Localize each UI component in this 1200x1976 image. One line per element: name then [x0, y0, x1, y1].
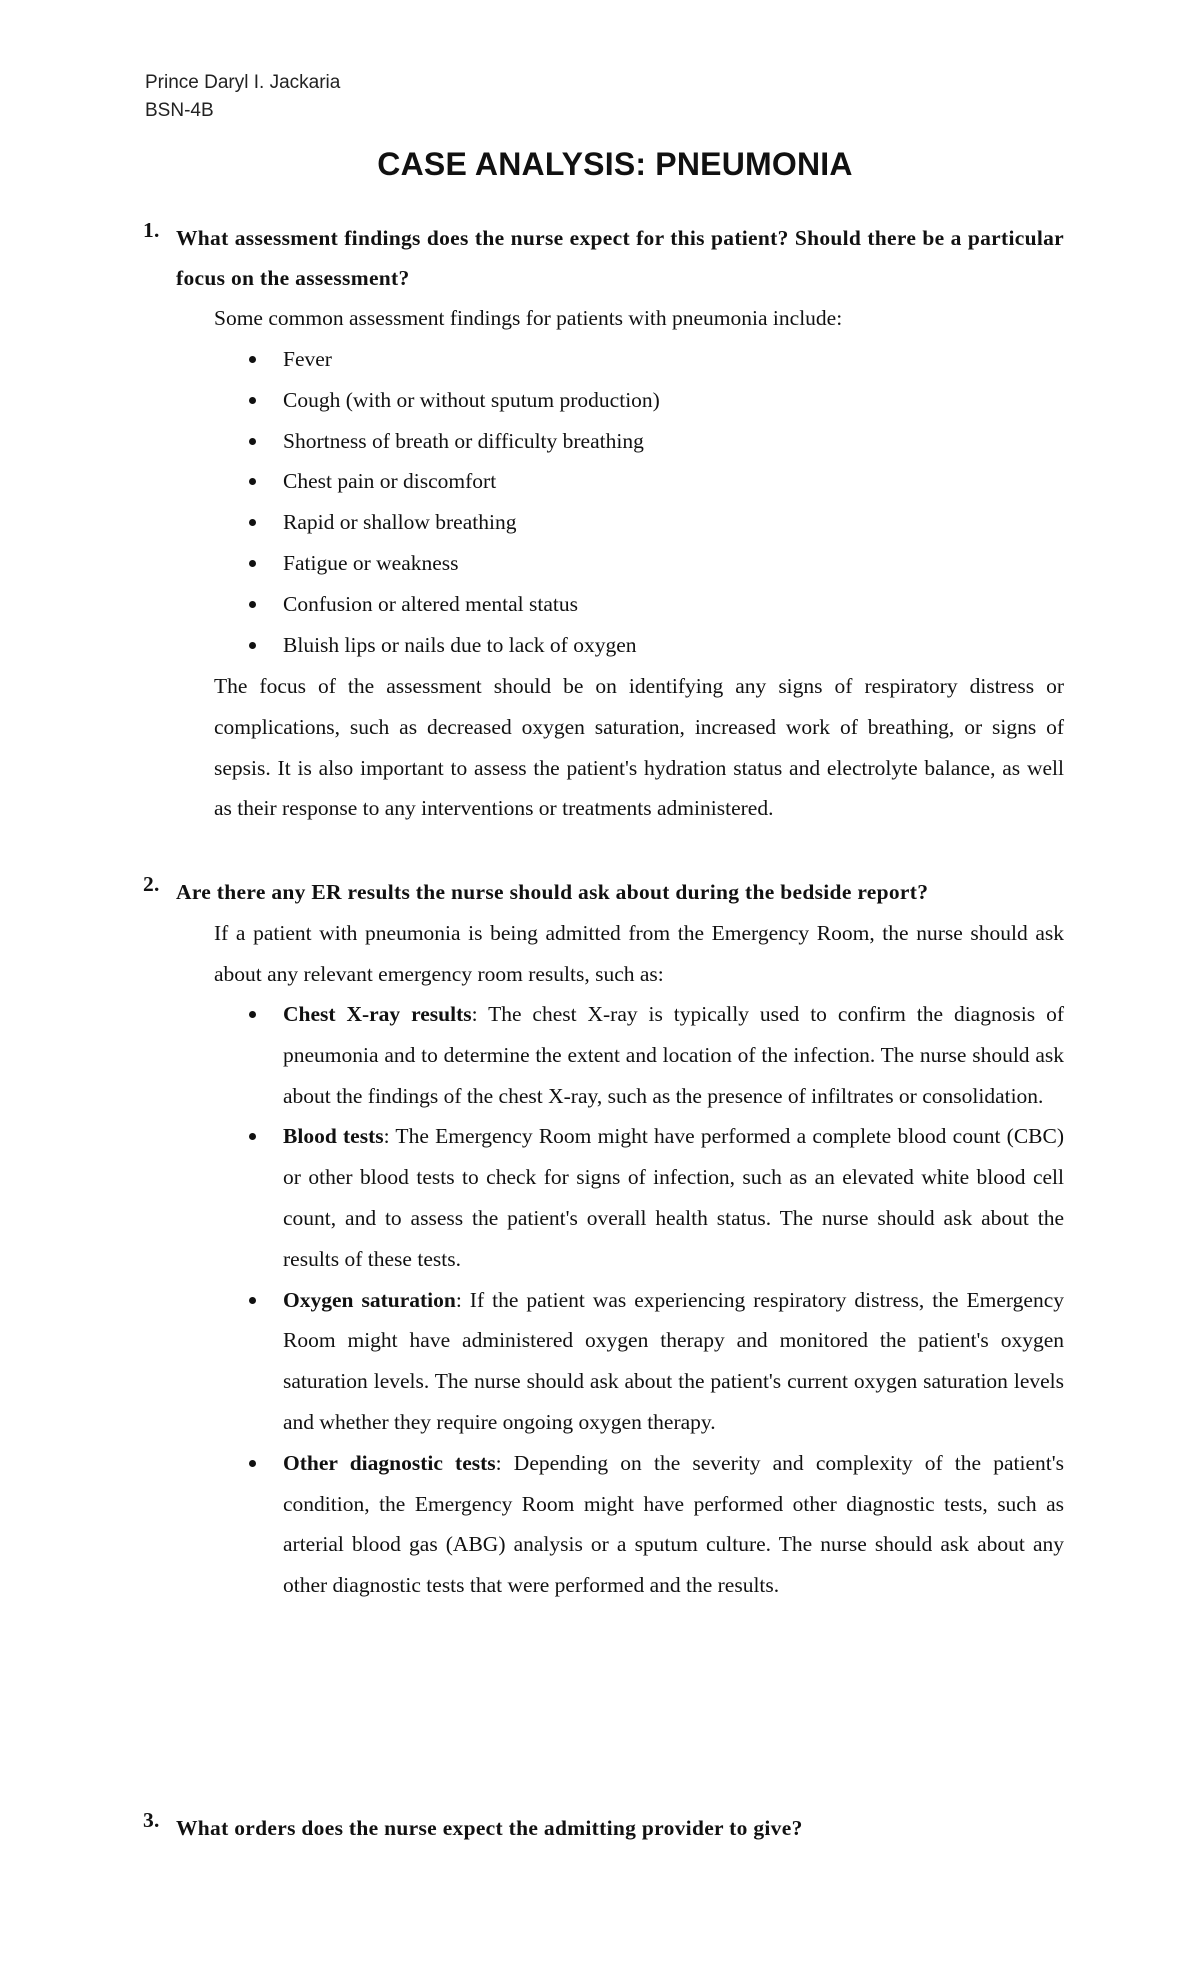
question-1-intro: Some common assessment findings for patients with pneumonia include:: [214, 306, 843, 330]
question-text: What orders does the nurse expect the admitting provider to give?: [176, 1816, 803, 1840]
question-2: [143, 872, 1064, 912]
question-text: What assessment findings does the nurse expect for this patient? Should there be a particular focus on the assessment?: [176, 226, 1064, 290]
list-item: Confusion or altered mental status: [214, 584, 660, 625]
class-section: BSN-4B: [145, 100, 214, 121]
question-text: Are there any ER results the nurse should ask about during the bedside report?: [176, 880, 929, 904]
bullet-icon: [249, 356, 256, 363]
bullet-icon: [249, 478, 256, 485]
bullet-icon: [249, 601, 256, 608]
er-results-list: [214, 994, 1064, 1606]
question-number: 2.: [143, 872, 160, 896]
author-name: Prince Daryl I. Jackaria: [145, 72, 341, 93]
question-number: 1.: [143, 218, 160, 242]
list-item: Fever: [214, 339, 660, 380]
bullet-icon: [249, 438, 256, 445]
bullet-icon: [249, 519, 256, 526]
question-1: [143, 218, 1064, 298]
question-1-conclusion: The focus of the assessment should be on identifying any signs of respiratory distress or complications, such as decreased oxygen saturation, increased work of breathing, or signs of sepsis. It is also important to assess the patient's hydration status and electrolyte balance, as well as their response to any interventions or treatments administered.: [214, 674, 1064, 821]
bullet-icon: [249, 1133, 256, 1140]
bullet-icon: [249, 1297, 256, 1304]
bullet-icon: [249, 1011, 256, 1018]
list-item: Oxygen saturation: If the patient was experiencing respiratory distress, the Emergency Room might have administered oxygen therapy and monitored the patient's oxygen saturation levels. The nurse should ask about the patient's current oxygen saturation levels and whether they require ongoing oxygen therapy.: [214, 1280, 1064, 1443]
bullet-icon: [249, 642, 256, 649]
question-3: [143, 1808, 1064, 1848]
bullet-icon: [249, 397, 256, 404]
list-item: Shortness of breath or difficulty breathing: [214, 421, 660, 462]
list-item: Fatigue or weakness: [214, 543, 660, 584]
page-title: CASE ANALYSIS: PNEUMONIA: [377, 146, 853, 182]
list-item: Cough (with or without sputum production): [214, 380, 660, 421]
list-item: Chest pain or discomfort: [214, 461, 660, 502]
list-item: Bluish lips or nails due to lack of oxygen: [214, 625, 660, 666]
bullet-icon: [249, 560, 256, 567]
bullet-icon: [249, 1460, 256, 1467]
list-item: Blood tests: The Emergency Room might have performed a complete blood count (CBC) or other blood tests to check for signs of infection, such as an elevated white blood cell count, and to assess the patient's overall health status. The nurse should ask about the results of these tests.: [214, 1116, 1064, 1279]
list-item: Other diagnostic tests: Depending on the severity and complexity of the patient's condition, the Emergency Room might have performed other diagnostic tests, such as arterial blood gas (ABG) analysis or a sputum culture. The nurse should ask about any other diagnostic tests that were performed and the results.: [214, 1443, 1064, 1606]
list-item: Chest X-ray results: The chest X-ray is typically used to confirm the diagnosis of pneumonia and to determine the extent and location of the infection. The nurse should ask about the findings of the chest X-ray, such as the presence of infiltrates or consolidation.: [214, 994, 1064, 1116]
question-2-intro: If a patient with pneumonia is being admitted from the Emergency Room, the nurse should ask about any relevant emergency room results, such as:: [214, 921, 1064, 986]
assessment-findings-list: [214, 339, 660, 665]
list-item: Rapid or shallow breathing: [214, 502, 660, 543]
question-number: 3.: [143, 1808, 160, 1832]
